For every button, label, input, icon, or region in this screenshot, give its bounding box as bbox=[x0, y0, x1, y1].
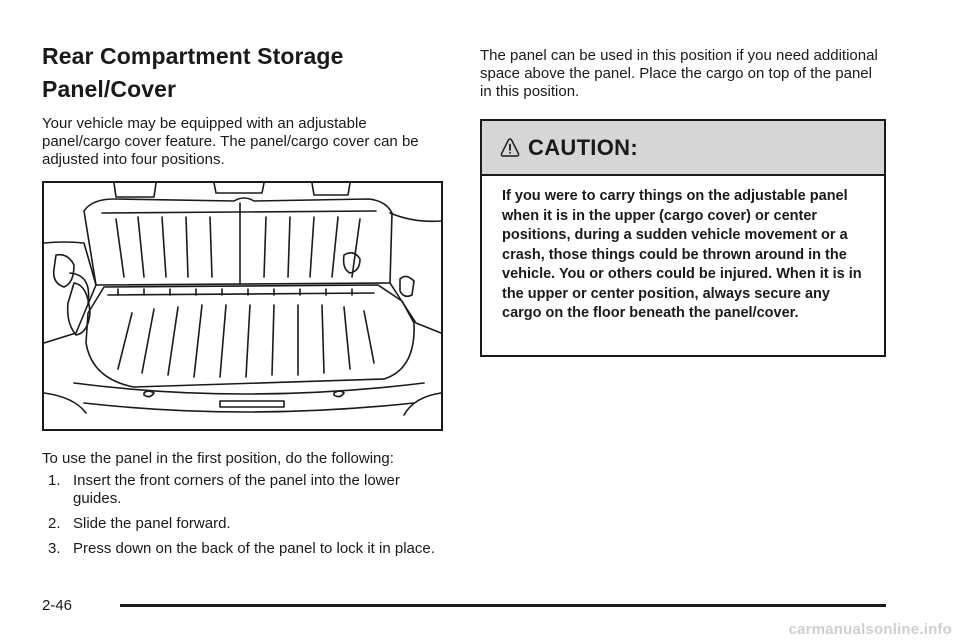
step-number: 1. bbox=[48, 472, 61, 489]
intro-paragraph: Your vehicle may be equipped with an adjustable panel/cargo cover feature. The panel/cargo cover can be adjusted into four positions. bbox=[42, 115, 419, 168]
list-item bbox=[42, 515, 447, 533]
caution-title: CAUTION: bbox=[528, 134, 638, 160]
step-text: Press down on the back of the panel to lock it in place. bbox=[73, 540, 435, 557]
right-column bbox=[480, 47, 886, 357]
left-column bbox=[42, 40, 447, 558]
section-title bbox=[42, 40, 447, 106]
watermark: carmanualsonline.info bbox=[788, 621, 952, 638]
steps-intro: To use the panel in the first position, do the following: bbox=[42, 450, 394, 467]
panel-position-paragraph: The panel can be used in this position if you need additional space above the panel. Place the cargo on top of the panel in this position. bbox=[480, 47, 878, 100]
page-number: 2-46 bbox=[42, 597, 73, 614]
cargo-panel-illustration bbox=[42, 181, 443, 431]
footer-rule bbox=[120, 604, 886, 607]
caution-text: If you were to carry things on the adjustable panel when it is in the upper (cargo cover) or center positions, during a sudden vehicle movement or a crash, those things could be thrown around in the vehicle. You or others could be injured. When it is in the upper or center position, always secure any cargo on the floor beneath the panel/cover. bbox=[502, 188, 862, 321]
list-item bbox=[42, 540, 447, 558]
caution-box bbox=[480, 119, 886, 357]
step-number: 3. bbox=[48, 540, 61, 557]
steps-list bbox=[42, 472, 447, 558]
section-title-line-1: Rear Compartment Storage bbox=[42, 43, 344, 69]
caution-triangle-icon bbox=[500, 136, 522, 160]
caution-header bbox=[482, 121, 884, 176]
step-text: Slide the panel forward. bbox=[73, 515, 231, 532]
step-number: 2. bbox=[48, 515, 61, 532]
section-title-line-2: Panel/Cover bbox=[42, 76, 177, 102]
step-text: Insert the front corners of the panel into the lower guides. bbox=[73, 472, 400, 507]
list-item bbox=[42, 472, 447, 508]
